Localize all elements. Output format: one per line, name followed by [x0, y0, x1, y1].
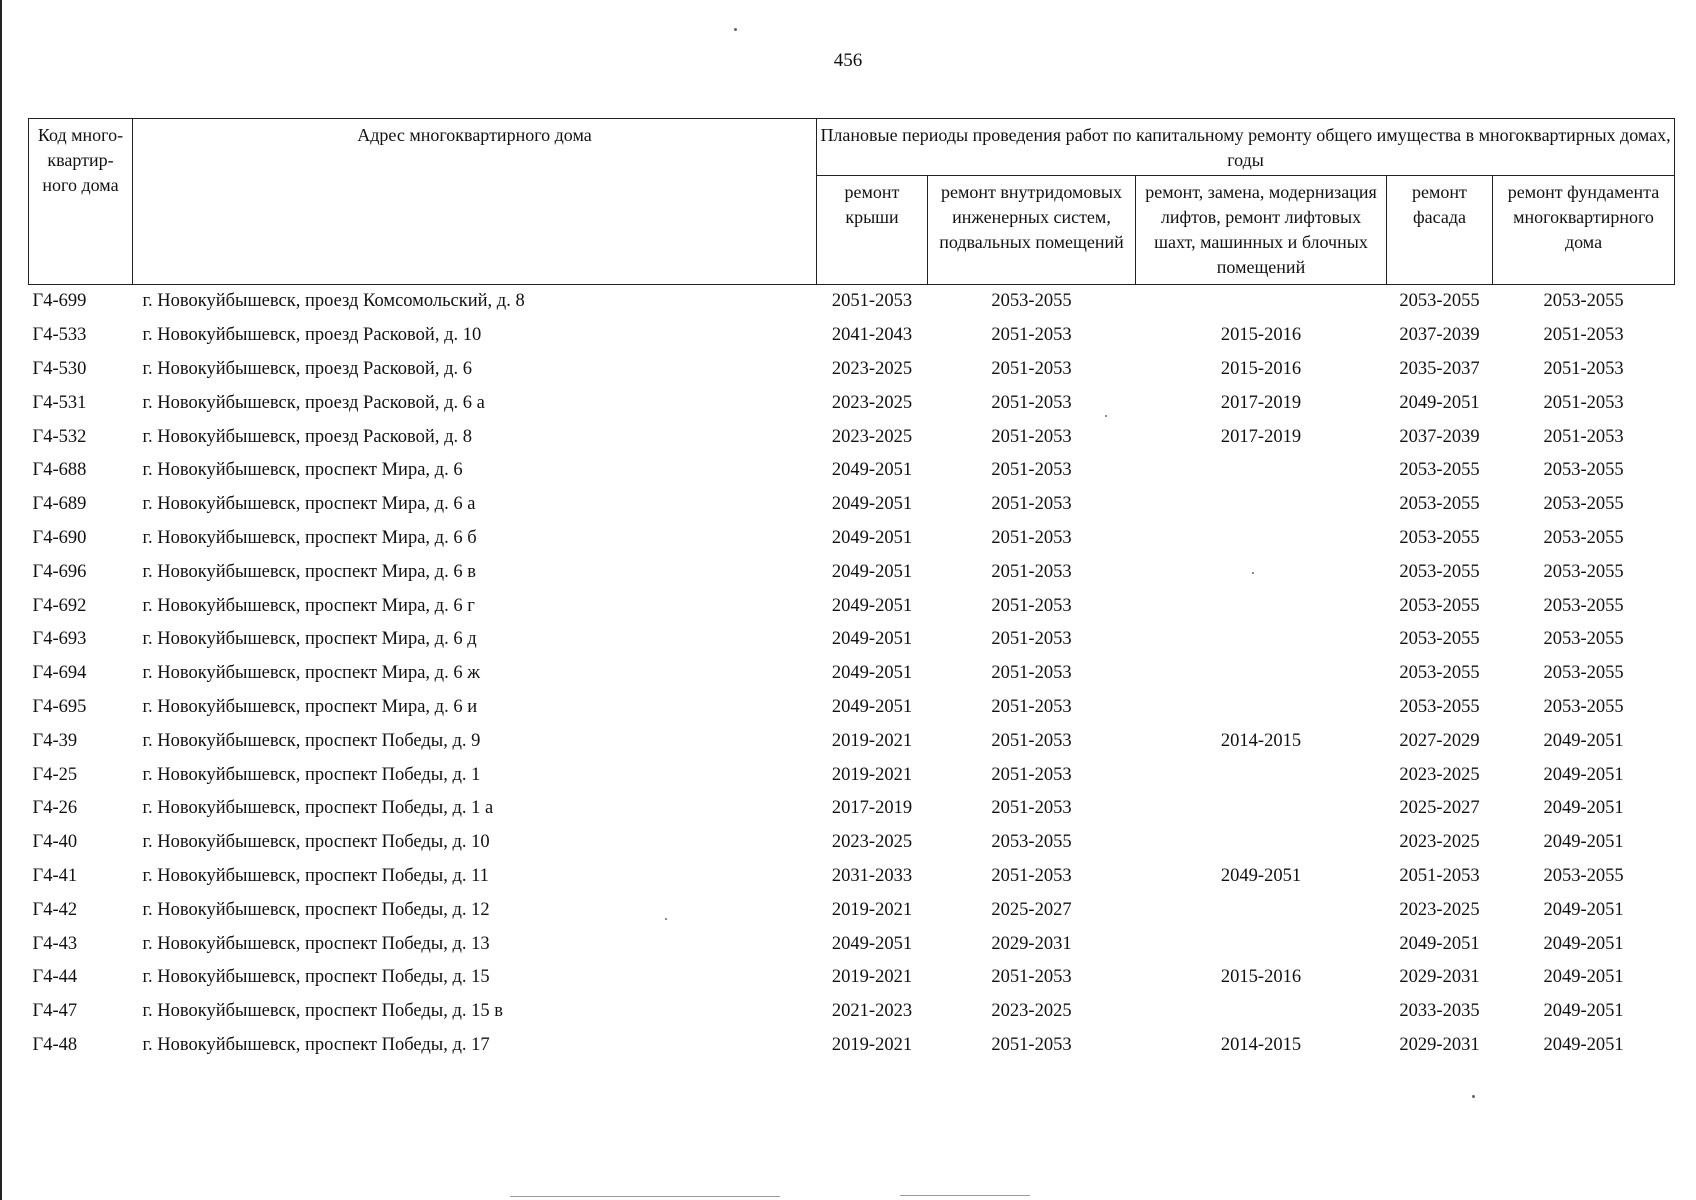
- table-row: [29, 657, 1675, 691]
- table-body: [29, 285, 1675, 1063]
- cell-facade: 2037-2039: [1399, 426, 1480, 447]
- cell-lifts: 2014-2015: [1220, 1034, 1302, 1055]
- table-row: [29, 386, 1675, 420]
- cell-code: Г4-693: [32, 629, 87, 650]
- cell-address: г. Новокуйбышевск, проспект Мира, д. 6 а: [142, 494, 476, 515]
- cell-foundation: 2053-2055: [1543, 696, 1624, 717]
- scan-speck: [734, 28, 737, 31]
- cell-facade: 2053-2055: [1399, 291, 1480, 312]
- scan-speck: [1472, 1095, 1475, 1098]
- cell-roof: 2023-2025: [831, 392, 913, 413]
- table-row: [29, 691, 1675, 725]
- cell-systems: 2025-2027: [991, 899, 1072, 920]
- cell-facade: 2051-2053: [1399, 865, 1480, 886]
- cell-foundation: 2051-2053: [1543, 358, 1624, 379]
- cell-code: Г4-40: [32, 832, 78, 853]
- cell-roof: 2049-2051: [831, 460, 913, 481]
- cell-facade: 2027-2029: [1399, 730, 1480, 751]
- cell-code: Г4-531: [32, 392, 87, 413]
- cell-systems: 2051-2053: [991, 967, 1072, 988]
- table-row: [29, 454, 1675, 488]
- cell-address: г. Новокуйбышевск, проспект Мира, д. 6: [142, 460, 463, 481]
- table-row: [29, 589, 1675, 623]
- cell-code: Г4-694: [32, 663, 87, 684]
- cell-foundation: 2053-2055: [1543, 629, 1624, 650]
- cell-roof: 2019-2021: [831, 730, 913, 751]
- cell-roof: 2051-2053: [831, 291, 913, 312]
- table-row: [29, 488, 1675, 522]
- cell-lifts: 2017-2019: [1220, 392, 1302, 413]
- cell-code: Г4-530: [32, 358, 87, 379]
- cell-lifts: [1136, 522, 1387, 556]
- cell-code: Г4-695: [32, 696, 87, 717]
- cell-address: г. Новокуйбышевск, проезд Расковой, д. 8: [142, 426, 472, 447]
- cell-systems: 2029-2031: [991, 933, 1072, 954]
- scan-speck: [1105, 415, 1107, 417]
- cell-systems: 2051-2053: [991, 629, 1072, 650]
- cell-facade: 2053-2055: [1399, 663, 1480, 684]
- cell-lifts: [1136, 488, 1387, 522]
- cell-roof: 2049-2051: [831, 595, 913, 616]
- cell-lifts: [1136, 826, 1387, 860]
- cell-roof: 2049-2051: [831, 561, 913, 582]
- cell-address: г. Новокуйбышевск, проспект Победы, д. 1: [142, 764, 481, 785]
- cell-systems: 2051-2053: [991, 392, 1072, 413]
- cell-address: г. Новокуйбышевск, проспект Победы, д. 9: [142, 730, 481, 751]
- cell-address: г. Новокуйбышевск, проспект Победы, д. 12: [142, 899, 490, 920]
- cell-systems: 2051-2053: [991, 527, 1072, 548]
- cell-roof: 2031-2033: [831, 865, 913, 886]
- scan-artifact-line: [510, 1196, 780, 1197]
- cell-lifts: [1136, 555, 1387, 589]
- cell-systems: 2051-2053: [991, 1034, 1072, 1055]
- cell-systems: 2051-2053: [991, 798, 1072, 819]
- cell-code: Г4-692: [32, 595, 87, 616]
- cell-foundation: 2053-2055: [1543, 865, 1624, 886]
- cell-address: г. Новокуйбышевск, проспект Мира, д. 6 ж: [142, 663, 480, 684]
- cell-roof: 2019-2021: [831, 899, 913, 920]
- cell-foundation: 2051-2053: [1543, 392, 1624, 413]
- cell-lifts: [1136, 285, 1387, 319]
- cell-address: г. Новокуйбышевск, проспект Победы, д. 15: [142, 967, 490, 988]
- cell-address: г. Новокуйбышевск, проспект Мира, д. 6 в: [142, 561, 476, 582]
- header-roof: ремонт крыши: [817, 176, 928, 285]
- cell-facade: 2053-2055: [1399, 460, 1480, 481]
- table-row: [29, 826, 1675, 860]
- cell-facade: 2053-2055: [1399, 561, 1480, 582]
- cell-address: г. Новокуйбышевск, проспект Мира, д. 6 д: [142, 629, 477, 650]
- scan-left-edge: [0, 0, 2, 1200]
- cell-roof: 2023-2025: [831, 426, 913, 447]
- table-row: [29, 995, 1675, 1029]
- cell-address: г. Новокуйбышевск, проспект Победы, д. 10: [142, 832, 490, 853]
- header-address: Адрес многоквартирного дома: [133, 119, 817, 285]
- cell-code: Г4-690: [32, 527, 87, 548]
- scan-speck: [665, 918, 667, 920]
- cell-address: г. Новокуйбышевск, проспект Мира, д. 6 б: [142, 527, 477, 548]
- cell-code: Г4-25: [32, 764, 78, 785]
- cell-lifts: [1136, 623, 1387, 657]
- cell-systems: 2051-2053: [991, 696, 1072, 717]
- cell-foundation: 2049-2051: [1543, 798, 1624, 819]
- cell-systems: 2051-2053: [991, 730, 1072, 751]
- cell-systems: 2023-2025: [991, 1001, 1072, 1022]
- cell-code: Г4-39: [32, 730, 78, 751]
- cell-lifts: [1136, 691, 1387, 725]
- cell-foundation: 2049-2051: [1543, 933, 1624, 954]
- cell-code: Г4-689: [32, 494, 87, 515]
- cell-lifts: [1136, 454, 1387, 488]
- scan-artifact-line: [900, 1195, 1030, 1196]
- cell-lifts: [1136, 758, 1387, 792]
- cell-address: г. Новокуйбышевск, проспект Победы, д. 11: [142, 865, 489, 886]
- repair-schedule-table: [28, 118, 1675, 1062]
- cell-address: г. Новокуйбышевск, проспект Победы, д. 13: [142, 933, 490, 954]
- cell-code: Г4-688: [32, 460, 87, 481]
- cell-roof: 2049-2051: [831, 494, 913, 515]
- cell-foundation: 2049-2051: [1543, 832, 1624, 853]
- cell-foundation: 2053-2055: [1543, 663, 1624, 684]
- cell-lifts: 2017-2019: [1220, 426, 1302, 447]
- cell-address: г. Новокуйбышевск, проезд Расковой, д. 6: [142, 358, 472, 379]
- cell-code: Г4-699: [32, 291, 87, 312]
- cell-address: г. Новокуйбышевск, проспект Победы, д. 17: [142, 1034, 490, 1055]
- cell-roof: 2019-2021: [831, 967, 913, 988]
- cell-foundation: 2051-2053: [1543, 325, 1624, 346]
- cell-lifts: [1136, 995, 1387, 1029]
- cell-facade: 2023-2025: [1399, 899, 1480, 920]
- cell-code: Г4-48: [32, 1034, 78, 1055]
- cell-roof: 2021-2023: [831, 1001, 913, 1022]
- header-code: Код много-квартир-ного дома: [29, 119, 133, 285]
- cell-address: г. Новокуйбышевск, проезд Расковой, д. 10: [142, 325, 482, 346]
- cell-address: г. Новокуйбышевск, проспект Мира, д. 6 г: [142, 595, 475, 616]
- cell-foundation: 2049-2051: [1543, 1034, 1624, 1055]
- scan-speck: [1252, 572, 1254, 574]
- header-row-top: [29, 119, 1675, 176]
- table-row: [29, 555, 1675, 589]
- cell-code: Г4-43: [32, 933, 78, 954]
- cell-systems: 2053-2055: [991, 832, 1072, 853]
- cell-code: Г4-42: [32, 899, 78, 920]
- cell-roof: 2041-2043: [831, 325, 913, 346]
- cell-facade: 2023-2025: [1399, 832, 1480, 853]
- cell-systems: 2051-2053: [991, 358, 1072, 379]
- cell-roof: 2049-2051: [831, 933, 913, 954]
- cell-systems: 2051-2053: [991, 663, 1072, 684]
- cell-foundation: 2049-2051: [1543, 764, 1624, 785]
- page-number: 456: [833, 50, 863, 71]
- cell-roof: 2019-2021: [831, 764, 913, 785]
- cell-roof: 2019-2021: [831, 1034, 913, 1055]
- header-lifts: ремонт, замена, модернизация лифтов, ремонт лифтовых шахт, машинных и блочных помещений: [1136, 176, 1387, 285]
- cell-lifts: 2049-2051: [1220, 865, 1302, 886]
- cell-systems: 2051-2053: [991, 460, 1072, 481]
- cell-facade: 2029-2031: [1399, 967, 1480, 988]
- cell-roof: 2023-2025: [831, 832, 913, 853]
- cell-facade: 2049-2051: [1399, 392, 1480, 413]
- cell-code: Г4-696: [32, 561, 87, 582]
- cell-facade: 2025-2027: [1399, 798, 1480, 819]
- table-row: [29, 927, 1675, 961]
- cell-foundation: 2049-2051: [1543, 1001, 1624, 1022]
- cell-systems: 2051-2053: [991, 325, 1072, 346]
- cell-roof: 2049-2051: [831, 696, 913, 717]
- table-row: [29, 285, 1675, 319]
- cell-lifts: [1136, 657, 1387, 691]
- cell-facade: 2053-2055: [1399, 595, 1480, 616]
- cell-foundation: 2053-2055: [1543, 561, 1624, 582]
- cell-roof: 2023-2025: [831, 358, 913, 379]
- cell-address: г. Новокуйбышевск, проезд Комсомольский, д. 8: [142, 291, 525, 312]
- cell-roof: 2049-2051: [831, 663, 913, 684]
- cell-lifts: 2015-2016: [1220, 967, 1302, 988]
- cell-address: г. Новокуйбышевск, проспект Победы, д. 15 в: [142, 1001, 503, 1022]
- cell-foundation: 2053-2055: [1543, 291, 1624, 312]
- cell-address: г. Новокуйбышевск, проспект Победы, д. 1 а: [142, 798, 494, 819]
- cell-foundation: 2053-2055: [1543, 527, 1624, 548]
- cell-lifts: [1136, 927, 1387, 961]
- header-foundation: ремонт фундамента многоквартирного дома: [1493, 176, 1675, 285]
- cell-facade: 2023-2025: [1399, 764, 1480, 785]
- cell-foundation: 2049-2051: [1543, 967, 1624, 988]
- cell-facade: 2037-2039: [1399, 325, 1480, 346]
- cell-foundation: 2049-2051: [1543, 899, 1624, 920]
- cell-facade: 2053-2055: [1399, 629, 1480, 650]
- cell-systems: 2051-2053: [991, 865, 1072, 886]
- table-row: [29, 758, 1675, 792]
- cell-systems: 2053-2055: [991, 291, 1072, 312]
- cell-systems: 2051-2053: [991, 764, 1072, 785]
- cell-foundation: 2053-2055: [1543, 494, 1624, 515]
- table-row: [29, 623, 1675, 657]
- cell-systems: 2051-2053: [991, 561, 1072, 582]
- cell-facade: 2029-2031: [1399, 1034, 1480, 1055]
- cell-code: Г4-533: [32, 325, 87, 346]
- table-row: [29, 724, 1675, 758]
- cell-address: г. Новокуйбышевск, проспект Мира, д. 6 и: [142, 696, 478, 717]
- table-row: [29, 319, 1675, 353]
- cell-systems: 2051-2053: [991, 494, 1072, 515]
- table-row: [29, 961, 1675, 995]
- cell-roof: 2017-2019: [831, 798, 913, 819]
- header-periods: Плановые периоды проведения работ по капитальному ремонту общего имущества в многоквартирных домах, годы: [817, 119, 1675, 176]
- cell-foundation: 2053-2055: [1543, 460, 1624, 481]
- table-row: [29, 1029, 1675, 1063]
- cell-lifts: [1136, 893, 1387, 927]
- cell-foundation: 2049-2051: [1543, 730, 1624, 751]
- cell-lifts: [1136, 792, 1387, 826]
- cell-facade: 2049-2051: [1399, 933, 1480, 954]
- cell-lifts: 2015-2016: [1220, 358, 1302, 379]
- cell-facade: 2053-2055: [1399, 527, 1480, 548]
- table-row: [29, 420, 1675, 454]
- cell-facade: 2053-2055: [1399, 494, 1480, 515]
- header-systems: ремонт внутридомовых инженерных систем, подвальных помещений: [928, 176, 1136, 285]
- cell-code: Г4-532: [32, 426, 87, 447]
- cell-systems: 2051-2053: [991, 426, 1072, 447]
- cell-code: Г4-41: [32, 865, 78, 886]
- table-row: [29, 522, 1675, 556]
- cell-lifts: 2015-2016: [1220, 325, 1302, 346]
- table-row: [29, 792, 1675, 826]
- cell-facade: 2033-2035: [1399, 1001, 1480, 1022]
- cell-roof: 2049-2051: [831, 527, 913, 548]
- table-row: [29, 860, 1675, 894]
- cell-facade: 2053-2055: [1399, 696, 1480, 717]
- cell-code: Г4-44: [32, 967, 78, 988]
- table-row: [29, 353, 1675, 387]
- header-facade: ремонт фасада: [1387, 176, 1493, 285]
- table-row: [29, 893, 1675, 927]
- cell-foundation: 2051-2053: [1543, 426, 1624, 447]
- cell-lifts: [1136, 589, 1387, 623]
- cell-systems: 2051-2053: [991, 595, 1072, 616]
- cell-code: Г4-47: [32, 1001, 78, 1022]
- cell-lifts: 2014-2015: [1220, 730, 1302, 751]
- cell-address: г. Новокуйбышевск, проезд Расковой, д. 6 а: [142, 392, 485, 413]
- cell-foundation: 2053-2055: [1543, 595, 1624, 616]
- cell-facade: 2035-2037: [1399, 358, 1480, 379]
- cell-code: Г4-26: [32, 798, 78, 819]
- cell-roof: 2049-2051: [831, 629, 913, 650]
